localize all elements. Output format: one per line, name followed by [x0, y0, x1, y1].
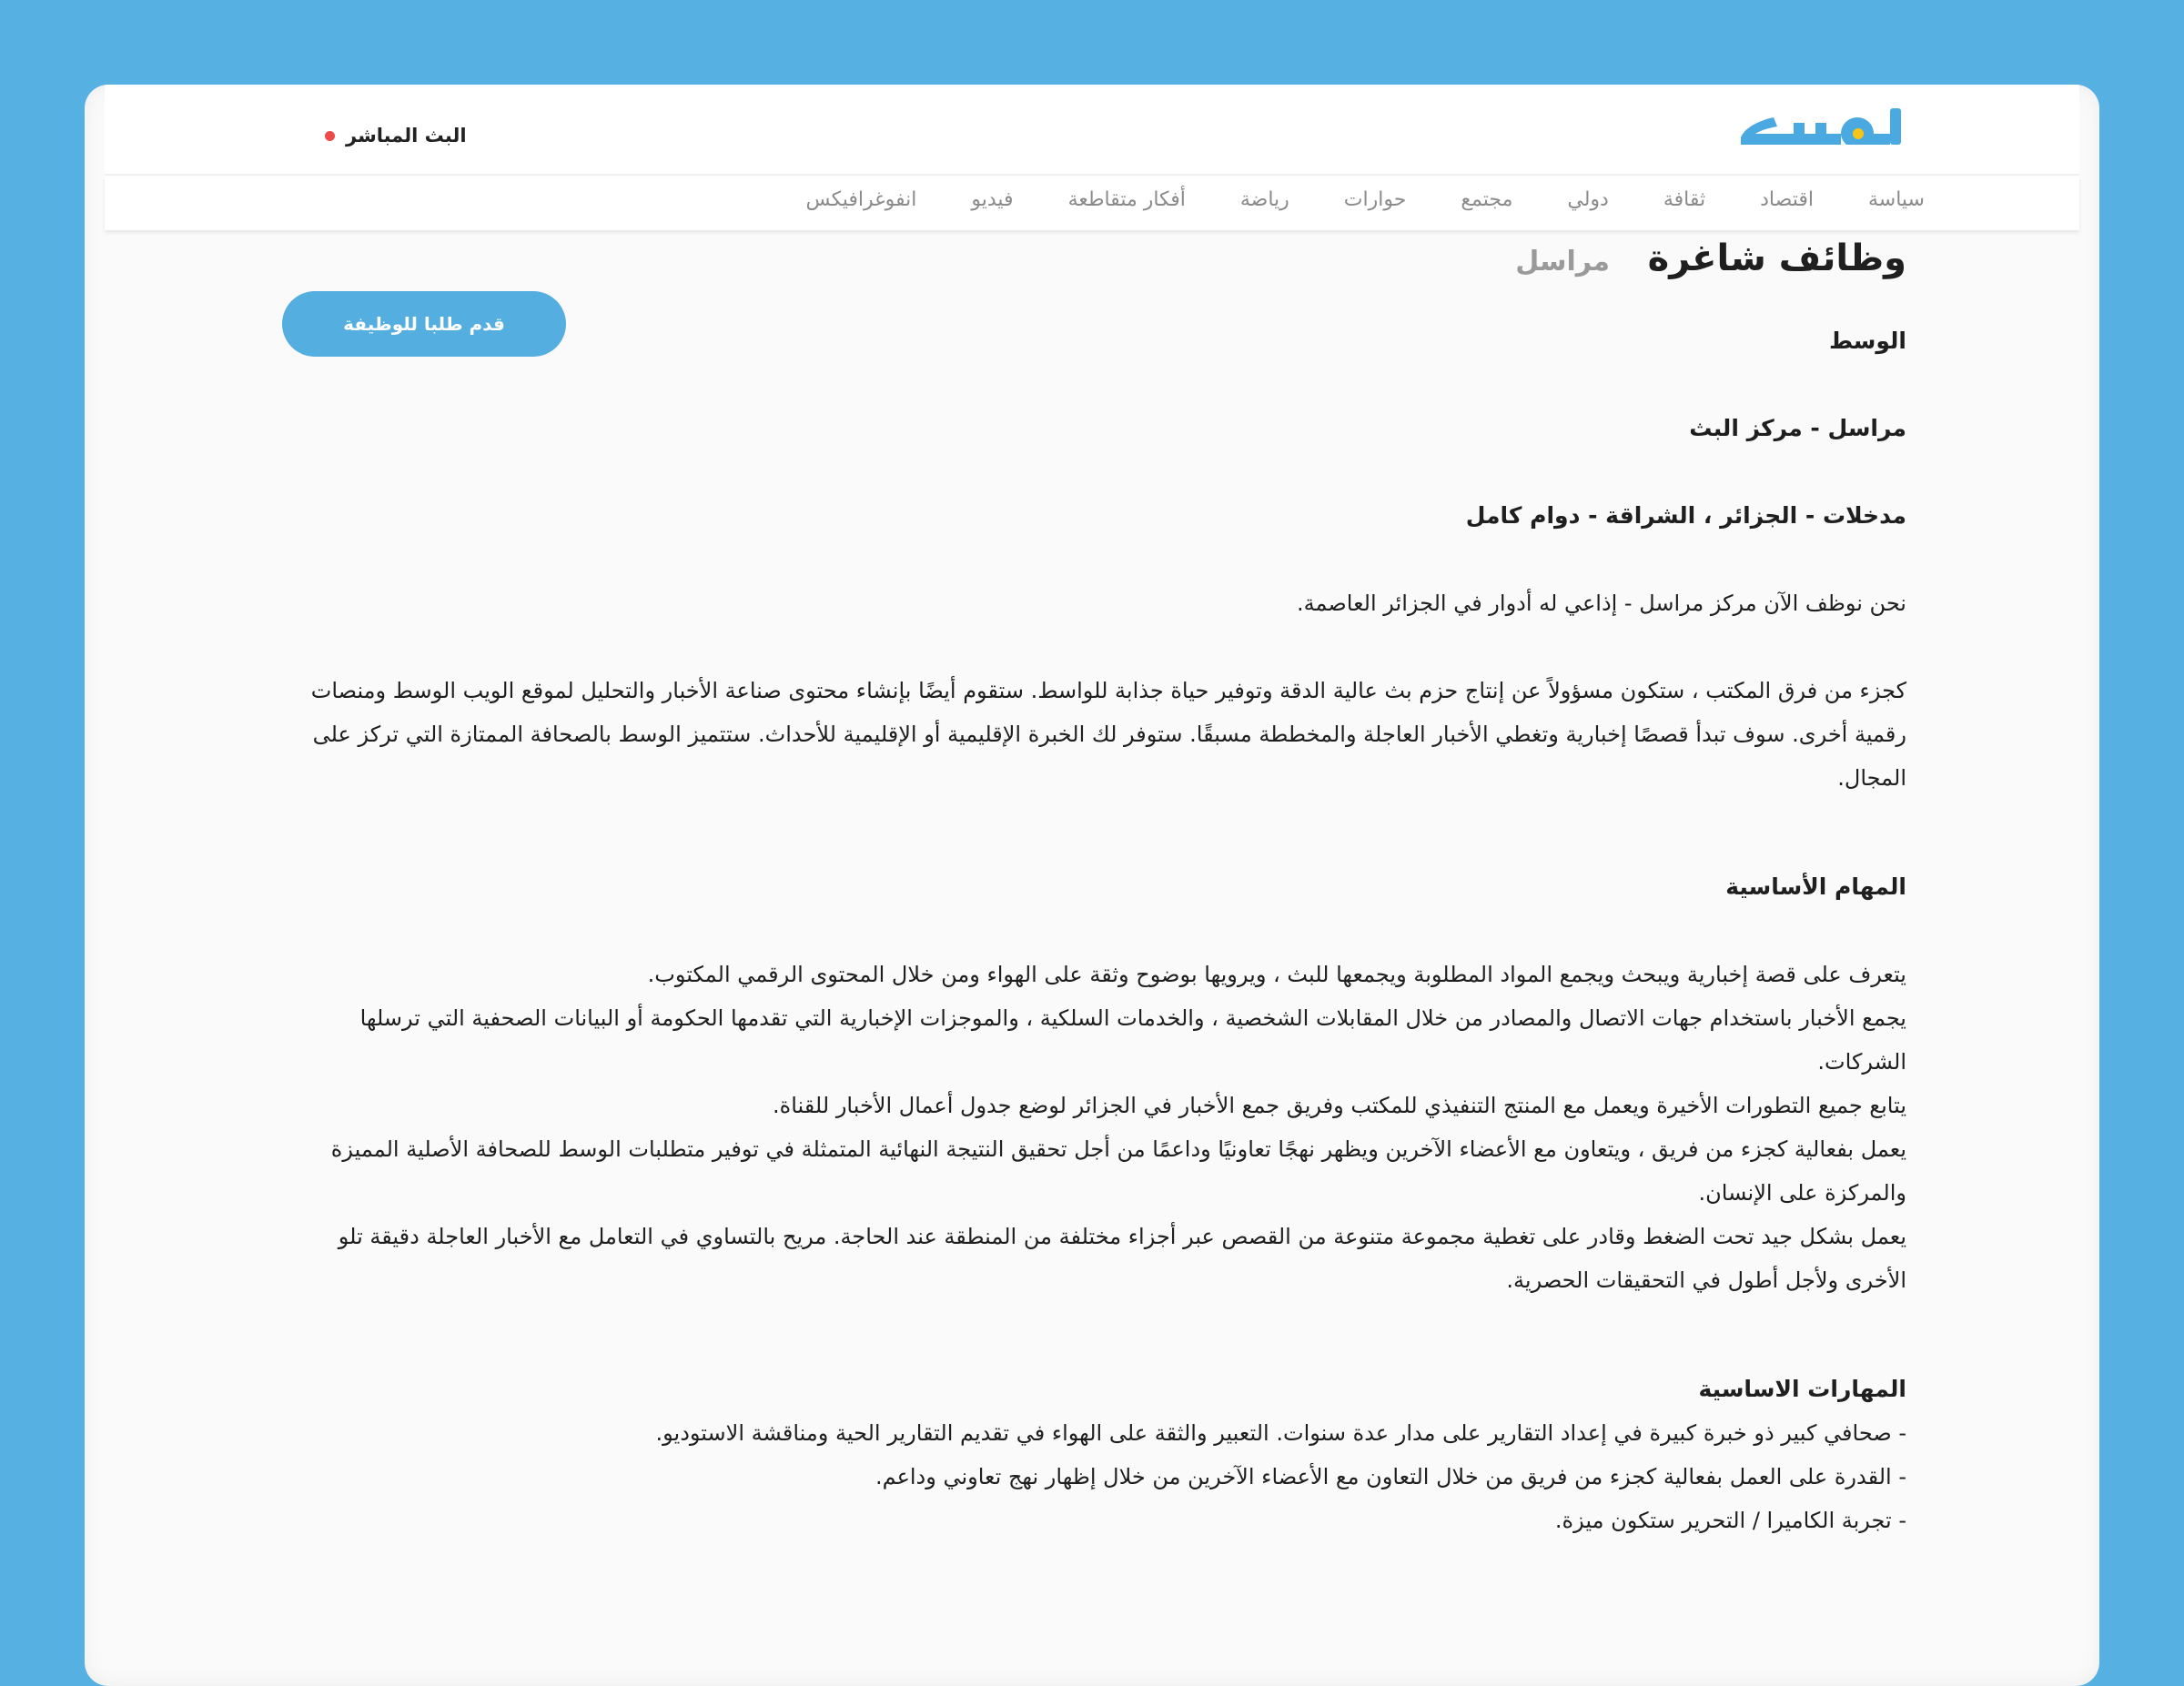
- job-intro: نحن نوظف الآن مركز مراسل - إذاعي له أدوار في الجزائر العاصمة.: [1297, 591, 1906, 616]
- job-category: مراسل: [1515, 246, 1610, 278]
- task-item: يعمل بشكل جيد تحت الضغط وقادر على تغطية مجموعة متنوعة من القصص عبر أجزاء مختلفة من المنطقة عند الحاجة. مريح بالتساوي في التعامل مع الأخبار العاجلة دقيقة تلو الأخرى ولأجل أطول في التحقيقات الحصرية.: [338, 1224, 1906, 1293]
- skills-heading: المهارات الاساسية: [1698, 1376, 1906, 1402]
- nav-item-sports[interactable]: رياضة: [1239, 188, 1289, 211]
- skill-item: - القدرة على العمل بفعالية كجزء من فريق من خلال التعاون مع الأعضاء الآخرين من خلال إظهار نهج تعاوني وداعم.: [875, 1464, 1906, 1489]
- alwasat-logo[interactable]: [1737, 106, 1906, 156]
- nav-item-video[interactable]: فيديو: [971, 188, 1014, 211]
- nav-item-economy[interactable]: اقتصاد: [1760, 188, 1814, 211]
- page-card: [85, 85, 2099, 1686]
- page-title: وظائف شاغرة: [1647, 237, 1906, 279]
- task-item: يتابع جميع التطورات الأخيرة ويعمل مع المنتج التنفيذي للمكتب وفريق جمع الأخبار في الجزائر لوضع جدول أعمال الأخبار للقناة.: [773, 1093, 1906, 1118]
- nav-item-international[interactable]: دولي: [1567, 188, 1609, 211]
- top-header: [105, 85, 2079, 176]
- logo-dot-icon: [1853, 128, 1864, 139]
- skill-item: - صحافي كبير ذو خبرة كبيرة في إعداد التقارير على مدار عدة سنوات. التعبير والثقة على الهواء في تقديم التقارير الحية ومناقشة الاستوديو.: [655, 1420, 1906, 1446]
- tasks-heading: المهام الأساسية: [1725, 873, 1906, 900]
- nav-item-cross-ideas[interactable]: أفكار متقاطعة: [1067, 188, 1186, 211]
- nav-item-society[interactable]: مجتمع: [1461, 188, 1513, 211]
- task-item: يتعرف على قصة إخبارية ويبحث ويجمع المواد المطلوبة ويجمعها للبث ، ويرويها بوضوح وثقة على الهواء ومن خلال المحتوى الرقمي المكتوب.: [647, 962, 1906, 987]
- live-label: البث المباشر: [346, 125, 467, 146]
- live-dot-icon: [325, 131, 335, 141]
- job-summary: كجزء من فرق المكتب ، ستكون مسؤولاً عن إنتاج حزم بث عالية الدقة وتوفير حياة جذابة للواسط. ستقوم أيضًا بإنشاء محتوى صناعة الأخبار والتحليل لموقع الويب الوسط ومنصات رقمية أخرى. سوف تبدأ قصصًا إخبارية وتغطي الأخبار العاجلة والمخططة مسبقًا. ستوفر لك الخبرة الإقليمية أو الإقليمية للأحداث. ستتميز الوسط بالصحافة الممتازة التي تركز على المجال.: [310, 678, 1906, 791]
- job-meta: مدخلات - الجزائر ، الشراقة - دوام كامل: [1465, 502, 1906, 529]
- nav-item-infographics[interactable]: انفوغرافيكس: [805, 188, 917, 211]
- nav-item-politics[interactable]: سياسة: [1867, 188, 1925, 211]
- task-item: يجمع الأخبار باستخدام جهات الاتصال والمصادر من خلال المقابلات الشخصية ، والخدمات السلكية ، والموجزات الإخبارية التي تقدمها الحكومة أو البيانات الصحفية التي ترسلها الشركات.: [359, 1005, 1906, 1075]
- position-name: مراسل - مركز البث: [1689, 415, 1906, 441]
- live-broadcast-link[interactable]: [325, 125, 467, 146]
- nav-item-culture[interactable]: ثقافة: [1663, 188, 1706, 211]
- apply-button[interactable]: قدم طلبا للوظيفة: [282, 291, 566, 357]
- company-name: الوسط: [1829, 328, 1906, 354]
- skill-item: - تجربة الكاميرا / التحرير ستكون ميزة.: [1554, 1508, 1906, 1533]
- main-nav: [105, 176, 2079, 230]
- task-item: يعمل بفعالية كجزء من فريق ، ويتعاون مع الأعضاء الآخرين ويظهر نهجًا تعاونيًا وداعمًا من أجل تحقيق النتيجة النهائية المتمثلة في توفير متطلبات الوسط للصحافة الأصلية المميزة والمركزة على الإنسان.: [330, 1136, 1906, 1206]
- nav-item-interviews[interactable]: حوارات: [1343, 188, 1407, 211]
- job-description: [303, 319, 1906, 1542]
